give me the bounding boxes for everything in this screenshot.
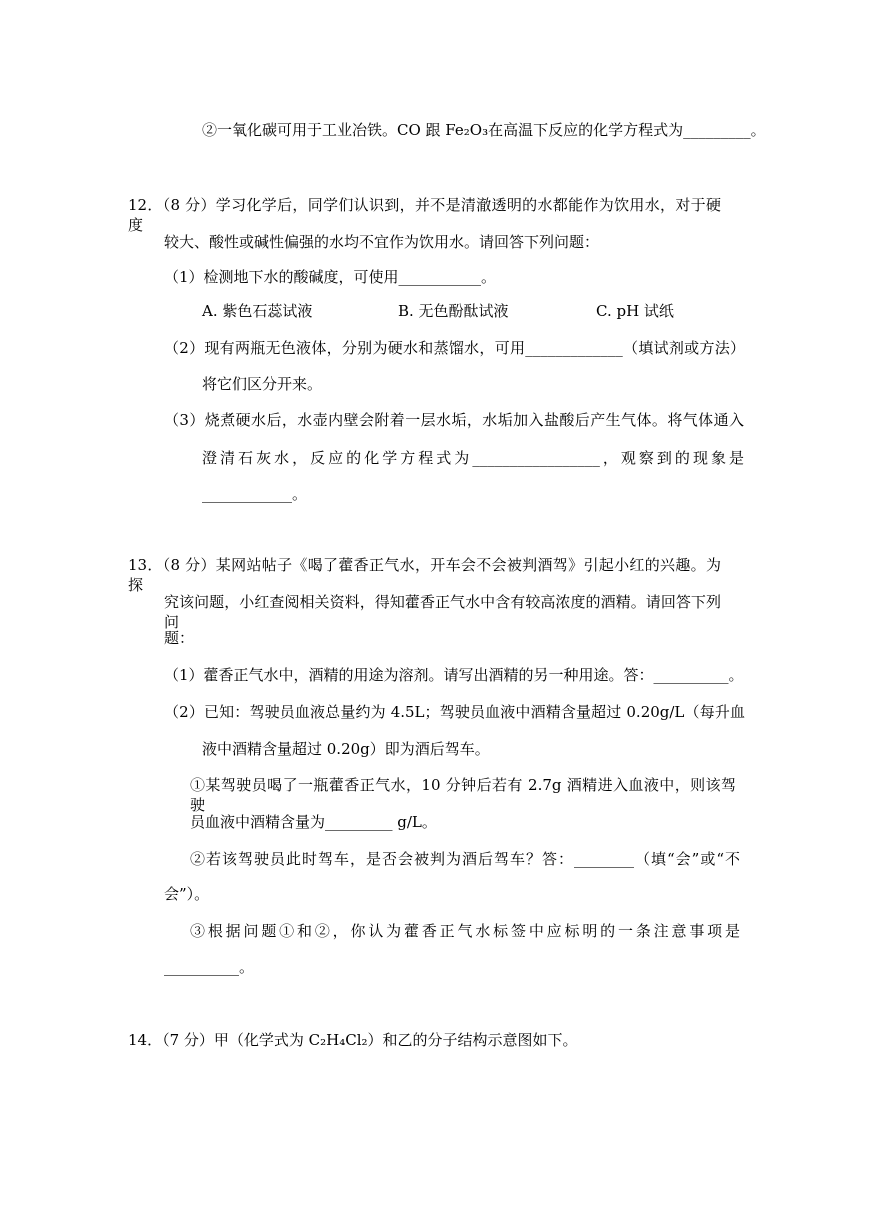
q13-sub3-line1: ③根据问题①和②，你认为藿香正气水标签中应标明的一条注意事项是 xyxy=(190,922,740,940)
q12-part1: （1）检测地下水的酸碱度，可使用___________。 xyxy=(164,268,497,286)
q12-option-c: C. pH 试纸 xyxy=(596,302,674,320)
q13-sub2-line2: 会”）。 xyxy=(164,885,210,903)
q12-header-line2: 较大、酸性或碱性偏强的水均不宜作为饮用水。请回答下列问题： xyxy=(164,233,600,251)
q12-option-b: B. 无色酚酞试液 xyxy=(398,302,509,320)
q12-header-line1: 12．（8 分）学习化学后，同学们认识到，并不是清澈透明的水都能作为饮用水，对于硬度 xyxy=(128,196,721,234)
q14-header: 14．（7 分）甲（化学式为 C₂H₄Cl₂）和乙的分子结构示意图如下。 xyxy=(128,1031,578,1049)
q12-part2-line2: 将它们区分开来。 xyxy=(202,375,323,393)
q12-part3-line2: 澄清石灰水，反应的化学方程式为_________________，观察到的现象是 xyxy=(202,449,744,467)
q12-part3-line1: （3）烧煮硬水后，水壶内壁会附着一层水垢，水垢加入盐酸后产生气体。将气体通入 xyxy=(164,411,744,429)
q13-sub3-line2: __________。 xyxy=(164,958,255,976)
q13-part2-line2: 液中酒精含量超过 0.20g）即为酒后驾车。 xyxy=(202,740,490,758)
q13-part1: （1）藿香正气水中，酒精的用途为溶剂。请写出酒精的另一种用途。答：__________。 xyxy=(164,666,744,684)
q13-part2-line1: （2）已知：驾驶员血液总量约为 4.5L；驾驶员血液中酒精含量超过 0.20g/L（每升血 xyxy=(164,703,745,721)
q12-part2-line1: （2）现有两瓶无色液体，分别为硬水和蒸馏水，可用_____________（填试剂或方法） xyxy=(164,339,745,357)
q13-sub1-line1: ①某驾驶员喝了一瓶藿香正气水，10 分钟后若有 2.7g 酒精进入血液中，则该驾驶 xyxy=(190,776,736,814)
q11-sub2: ②一氧化碳可用于工业冶铁。CO 跟 Fe₂O₃在高温下反应的化学方程式为_________。 xyxy=(202,121,766,139)
q13-header-line3: 题： xyxy=(164,629,195,647)
q12-option-a: A. 紫色石蕊试液 xyxy=(202,302,313,320)
q12-part3-line3: ____________。 xyxy=(202,485,308,503)
q13-sub2-line1: ②若该驾驶员此时驾车，是否会被判为酒后驾车？答：________（填“会”或“不 xyxy=(190,850,740,868)
q13-header-line1: 13．（8 分）某网站帖子《喝了藿香正气水，开车会不会被判酒驾》引起小红的兴趣。为探 xyxy=(128,556,721,594)
q13-header-line2: 究该问题，小红查阅相关资料，得知藿香正气水中含有较高浓度的酒精。请回答下列问 xyxy=(164,593,721,631)
q13-sub1-line2: 员血液中酒精含量为_________ g/L。 xyxy=(190,813,437,831)
